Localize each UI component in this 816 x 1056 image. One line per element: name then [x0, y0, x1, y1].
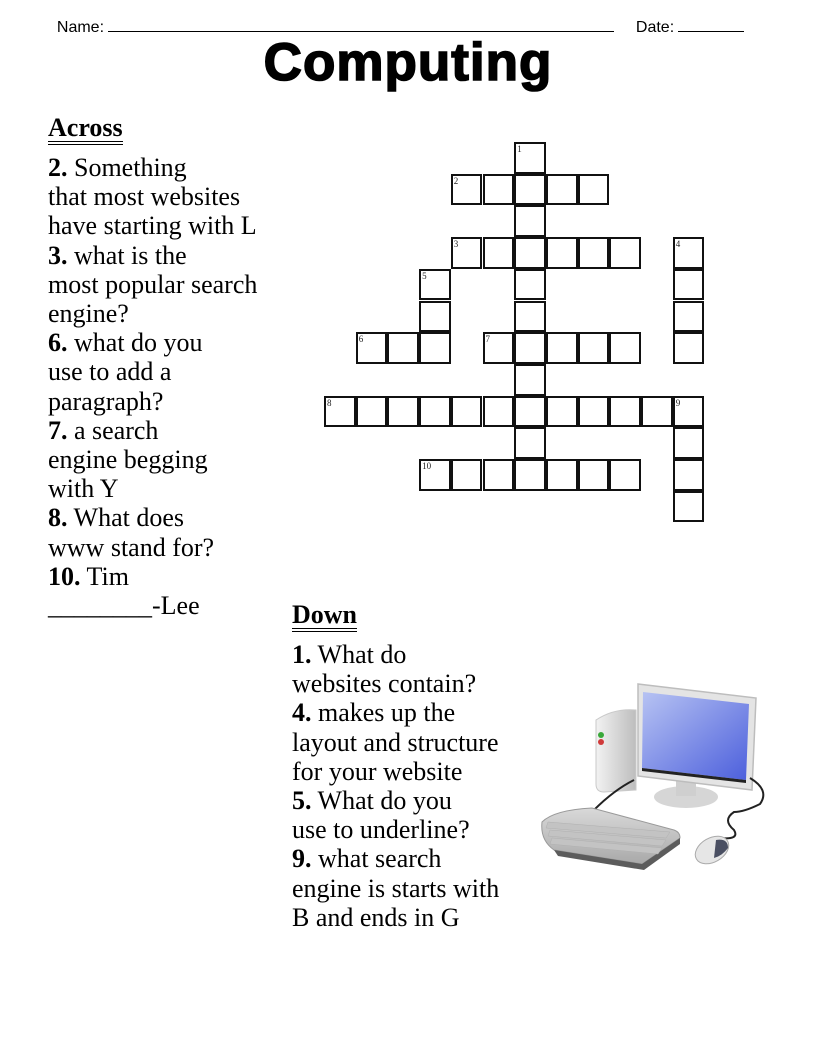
clue-number: 3.: [48, 240, 68, 270]
grid-cell[interactable]: [514, 301, 546, 333]
grid-cell[interactable]: [483, 237, 515, 269]
grid-cell[interactable]: [451, 174, 483, 206]
clue-number: 6.: [48, 328, 68, 358]
clue-text-line: what is the: [74, 240, 187, 270]
clue-text-line: What do: [317, 640, 407, 669]
cell-number: 3: [453, 239, 459, 250]
clue-number: 9.: [292, 844, 312, 874]
grid-cell[interactable]: [356, 332, 388, 364]
grid-cell[interactable]: [546, 237, 578, 269]
down-clue-list: [292, 640, 532, 932]
grid-cell[interactable]: [514, 174, 546, 206]
cell-number: 8: [327, 397, 332, 408]
cell-number: 4: [675, 239, 681, 250]
clue-text-line: use to underline?: [292, 815, 470, 845]
grid-cell[interactable]: [514, 269, 546, 301]
across-heading: Across: [48, 114, 123, 145]
grid-cell[interactable]: [514, 237, 546, 269]
clue-number: 8.: [48, 503, 68, 533]
grid-cell[interactable]: [514, 396, 546, 428]
grid-cell[interactable]: [387, 396, 419, 428]
clue-text-line: layout and structure: [292, 727, 499, 757]
grid-cell[interactable]: [419, 301, 451, 333]
clue-text-line: engine begging: [48, 445, 208, 475]
clue-number: 2.: [48, 153, 68, 182]
cell-number: 9: [675, 397, 681, 408]
grid-cell[interactable]: [451, 396, 483, 428]
grid-cell[interactable]: [419, 332, 451, 364]
grid-cell[interactable]: [641, 396, 673, 428]
down-clue-4: [292, 698, 532, 786]
grid-cell[interactable]: [673, 332, 705, 364]
desktop-computer-icon: [534, 680, 770, 872]
grid-cell[interactable]: [673, 396, 705, 428]
grid-cell[interactable]: [578, 237, 610, 269]
grid-cell[interactable]: [609, 237, 641, 269]
clue-text-line: paragraph?: [48, 386, 164, 416]
grid-cell[interactable]: [451, 237, 483, 269]
grid-cell[interactable]: [483, 396, 515, 428]
clue-text-line: engine?: [48, 299, 129, 329]
grid-cell[interactable]: [514, 205, 546, 237]
clue-text-line: What do you: [317, 786, 452, 816]
clue-text-line: use to add a: [48, 357, 172, 387]
clue-text-line: with Y: [48, 474, 119, 504]
clue-text-line: that most websites: [48, 182, 241, 212]
clue-text-line: engine is starts with: [292, 873, 500, 903]
grid-cell[interactable]: [609, 332, 641, 364]
grid-cell[interactable]: [673, 427, 705, 459]
across-clue-list: [48, 153, 288, 620]
grid-cell[interactable]: [483, 332, 515, 364]
grid-cell[interactable]: [673, 459, 705, 491]
grid-cell[interactable]: [451, 459, 483, 491]
across-clue-2: [48, 153, 288, 241]
grid-cell[interactable]: [673, 301, 705, 333]
cell-number: 6: [358, 334, 364, 345]
across-clue-3: [48, 241, 288, 329]
clue-text-line: what do you: [74, 328, 203, 358]
clue-text-line: for your website: [292, 756, 463, 786]
clue-number: 4.: [292, 698, 312, 728]
down-clue-9: [292, 844, 532, 932]
clue-text-line: what search: [318, 844, 442, 874]
grid-cell[interactable]: [673, 269, 705, 301]
down-heading: Down: [292, 601, 357, 632]
clue-number: 10.: [48, 561, 81, 591]
cell-number: 1: [517, 144, 522, 154]
grid-cell[interactable]: [546, 174, 578, 206]
grid-cell[interactable]: [419, 396, 451, 428]
grid-cell[interactable]: [514, 364, 546, 396]
clue-text-line: B and ends in G: [292, 902, 460, 932]
clue-text-line: websites contain?: [292, 669, 477, 699]
grid-cell[interactable]: [673, 491, 705, 523]
clue-text-line: Tim: [86, 561, 129, 591]
cell-number: 5: [422, 270, 427, 281]
date-label: Date:: [635, 19, 675, 36]
grid-cell[interactable]: [514, 427, 546, 459]
clue-text-line: ________-Lee: [48, 591, 200, 621]
clue-number: 5.: [292, 786, 312, 816]
across-clues: [48, 113, 288, 620]
down-clues: [292, 600, 532, 932]
grid-cell[interactable]: [609, 396, 641, 428]
name-label: Name:: [56, 19, 105, 36]
clue-text-line: makes up the: [318, 698, 456, 728]
grid-cell[interactable]: [387, 332, 419, 364]
grid-cell[interactable]: [483, 174, 515, 206]
clue-text-line: Something: [74, 153, 187, 182]
clue-number: 1.: [292, 640, 312, 669]
clue-text-line: have starting with L: [48, 211, 257, 241]
grid-cell[interactable]: [578, 332, 610, 364]
clue-text-line: a search: [74, 415, 159, 445]
clue-text-line: What does: [73, 503, 184, 533]
grid-cell[interactable]: [546, 396, 578, 428]
grid-cell[interactable]: [514, 332, 546, 364]
across-clue-8: [48, 503, 288, 561]
grid-cell[interactable]: [483, 459, 515, 491]
grid-cell[interactable]: [546, 332, 578, 364]
grid-cell[interactable]: [578, 459, 610, 491]
clue-text-line: most popular search: [48, 269, 258, 299]
cell-number: 10: [422, 461, 432, 471]
page-title: Computing: [263, 33, 553, 92]
clue-text-line: www stand for?: [48, 532, 215, 562]
down-clue-1: [292, 640, 532, 698]
grid-cell[interactable]: [356, 396, 388, 428]
grid-cell[interactable]: [514, 142, 546, 174]
grid-cell[interactable]: [514, 459, 546, 491]
grid-cell[interactable]: [546, 459, 578, 491]
grid-cell[interactable]: [419, 269, 451, 301]
grid-cell[interactable]: [673, 237, 705, 269]
across-clue-6: [48, 328, 288, 416]
grid-cell[interactable]: [578, 174, 610, 206]
clue-number: 7.: [48, 415, 68, 445]
down-clue-5: [292, 786, 532, 844]
grid-cell[interactable]: [578, 396, 610, 428]
cell-number: 7: [485, 334, 490, 345]
grid-cell[interactable]: [609, 459, 641, 491]
across-clue-7: [48, 416, 288, 504]
cell-number: 2: [453, 175, 459, 186]
grid-cell[interactable]: [419, 459, 451, 491]
across-clue-10: [48, 562, 288, 620]
grid-cell[interactable]: [324, 396, 356, 428]
